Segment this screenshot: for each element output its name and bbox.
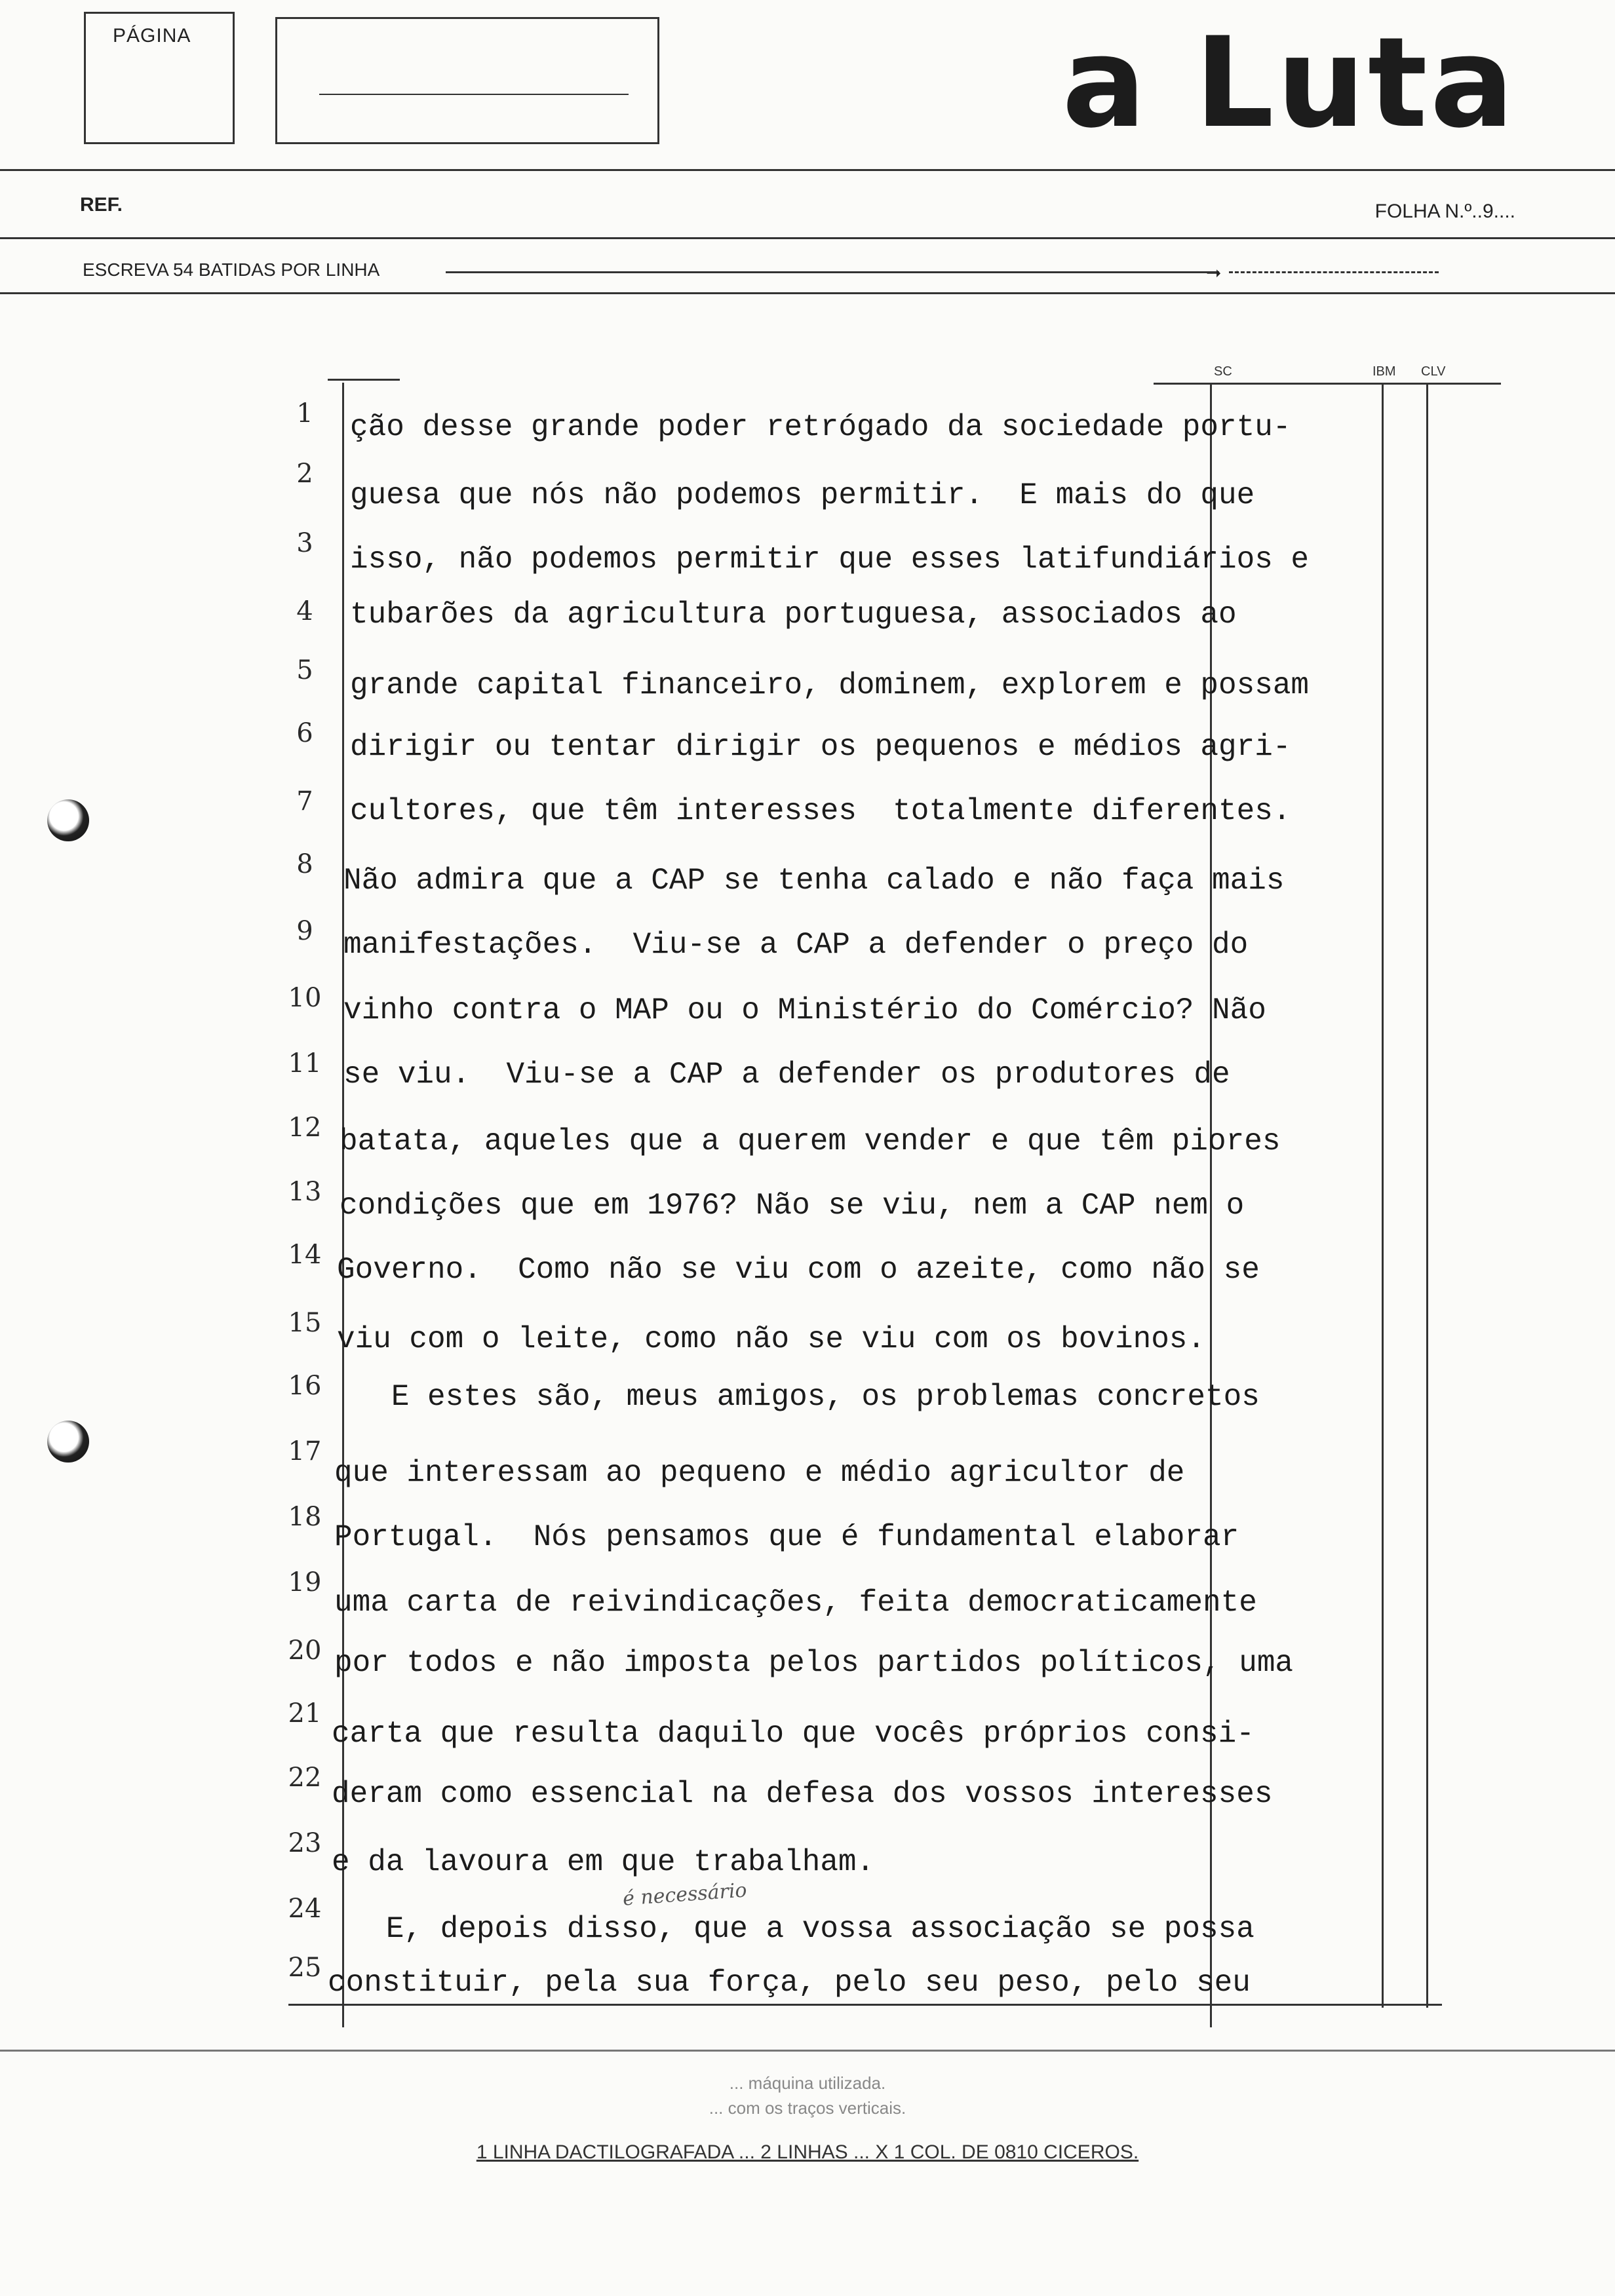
ref-divider bbox=[0, 237, 1615, 239]
text-line: manifestações. Viu-se a CAP a defender o preço do bbox=[343, 928, 1249, 962]
batidas-label: ESCREVA 54 BATIDAS POR LINHA bbox=[83, 259, 380, 280]
blank-field-box bbox=[275, 17, 659, 144]
margin-line-ibm bbox=[1382, 383, 1384, 2008]
text-line: Portugal. Nós pensamos que é fundamental elaborar bbox=[334, 1520, 1239, 1554]
text-line: isso, não podemos permitir que esses latifundiários e bbox=[350, 543, 1310, 577]
batidas-line bbox=[446, 271, 1219, 273]
text-line: ção desse grande poder retrógado da sociedade portu- bbox=[350, 410, 1291, 444]
line-number: 22 bbox=[288, 1763, 322, 1793]
line-number: 7 bbox=[296, 786, 313, 816]
blank-field-rule bbox=[319, 94, 629, 95]
text-line: constituir, pela sua força, pelo seu peso, pelo seu bbox=[328, 1966, 1251, 2000]
text-line: deram como essencial na defesa dos vossos interesses bbox=[332, 1777, 1273, 1811]
line-number: 10 bbox=[288, 983, 322, 1013]
line-number: 12 bbox=[288, 1113, 322, 1143]
arrow-right-icon: ➝ bbox=[1206, 263, 1222, 283]
line-number: 24 bbox=[288, 1894, 322, 1924]
text-line: carta que resulta daquilo que vocês próprios consi- bbox=[332, 1717, 1255, 1751]
line-number: 4 bbox=[296, 596, 313, 626]
line-number: 2 bbox=[296, 459, 313, 489]
header-divider bbox=[0, 169, 1615, 171]
line-number: 25 bbox=[288, 1953, 322, 1983]
line-number: 19 bbox=[288, 1567, 322, 1598]
footer-line-3: 1 LINHA DACTILOGRAFADA ... 2 LINHAS ... X 1 COL. DE 0810 CICEROS. bbox=[476, 2141, 1139, 2163]
folha-value: 9 bbox=[1482, 201, 1494, 222]
text-line: E, depois disso, que a vossa associação se possa bbox=[332, 1912, 1255, 1946]
col-head-clv: CLV bbox=[1421, 364, 1446, 379]
line-number: 21 bbox=[288, 1698, 322, 1729]
text-line: uma carta de reivindicações, feita democraticamente bbox=[334, 1586, 1257, 1620]
line-number: 16 bbox=[288, 1371, 322, 1401]
bottom-rule bbox=[288, 2004, 1442, 2006]
text-line: condições que em 1976? Não se viu, nem a CAP nem o bbox=[340, 1189, 1245, 1223]
footer-line-1: ... máquina utilizada. bbox=[729, 2073, 886, 2093]
line-number: 1 bbox=[296, 398, 313, 429]
text-line: E estes são, meus amigos, os problemas concretos bbox=[337, 1380, 1260, 1414]
footer-line-2: ... com os traços verticais. bbox=[709, 2098, 906, 2118]
line-number: 3 bbox=[296, 528, 313, 558]
margin-line-clv bbox=[1426, 383, 1428, 2008]
text-line: batata, aqueles que a querem vender e que têm piores bbox=[340, 1124, 1281, 1158]
line-number: 15 bbox=[288, 1308, 322, 1338]
binder-hole-icon bbox=[47, 799, 89, 841]
binder-hole-icon bbox=[47, 1421, 89, 1463]
ref-label: REF. bbox=[80, 194, 123, 216]
text-line: e da lavoura em que trabalham. bbox=[332, 1845, 875, 1879]
line-number: 11 bbox=[288, 1048, 322, 1079]
text-line: que interessam ao pequeno e médio agricultor de bbox=[334, 1456, 1185, 1490]
text-line: Não admira que a CAP se tenha calado e não faça mais bbox=[343, 864, 1285, 898]
text-line: viu com o leite, como não se viu com os bovinos. bbox=[337, 1322, 1206, 1356]
folha-label-text: FOLHA N.º bbox=[1374, 201, 1472, 222]
text-line: Governo. Como não se viu com o azeite, como não se bbox=[337, 1253, 1260, 1287]
col-head-sc: SC bbox=[1214, 364, 1232, 379]
brand-logo: a Luta bbox=[1062, 10, 1517, 155]
line-number: 5 bbox=[296, 655, 313, 685]
line-number: 20 bbox=[288, 1636, 322, 1666]
line-number: 8 bbox=[296, 849, 313, 879]
footer-divider bbox=[0, 2050, 1615, 2052]
line-number: 9 bbox=[296, 916, 313, 946]
line-number: 18 bbox=[288, 1502, 322, 1532]
line-number: 17 bbox=[288, 1436, 322, 1466]
line-number: 23 bbox=[288, 1828, 322, 1858]
text-line: tubarões da agricultura portuguesa, associados ao bbox=[350, 598, 1237, 632]
handwritten-annotation: é necessário bbox=[622, 1879, 748, 1911]
top-right-rule bbox=[1154, 383, 1501, 385]
line-number: 13 bbox=[288, 1177, 322, 1207]
line-number: 6 bbox=[296, 718, 313, 748]
line-number: 14 bbox=[288, 1240, 322, 1270]
text-line: guesa que nós não podemos permitir. E mais do que bbox=[350, 478, 1255, 512]
pagina-label: PÁGINA bbox=[113, 25, 191, 47]
batidas-divider bbox=[0, 292, 1615, 294]
text-line: vinho contra o MAP ou o Ministério do Comércio? Não bbox=[343, 993, 1266, 1027]
text-line: dirigir ou tentar dirigir os pequenos e médios agri- bbox=[350, 730, 1291, 764]
text-line: cultores, que têm interesses totalmente diferentes. bbox=[350, 794, 1291, 828]
text-line: grande capital financeiro, dominem, explorem e possam bbox=[350, 668, 1310, 702]
text-line: por todos e não imposta pelos partidos políticos, uma bbox=[334, 1646, 1294, 1680]
top-left-rule bbox=[328, 379, 400, 381]
batidas-dashed-line bbox=[1229, 271, 1439, 273]
text-line: se viu. Viu-se a CAP a defender os produtores de bbox=[343, 1058, 1230, 1092]
col-head-ibm: IBM bbox=[1372, 364, 1396, 379]
folha-label: FOLHA N.º..9.... bbox=[1374, 201, 1515, 222]
